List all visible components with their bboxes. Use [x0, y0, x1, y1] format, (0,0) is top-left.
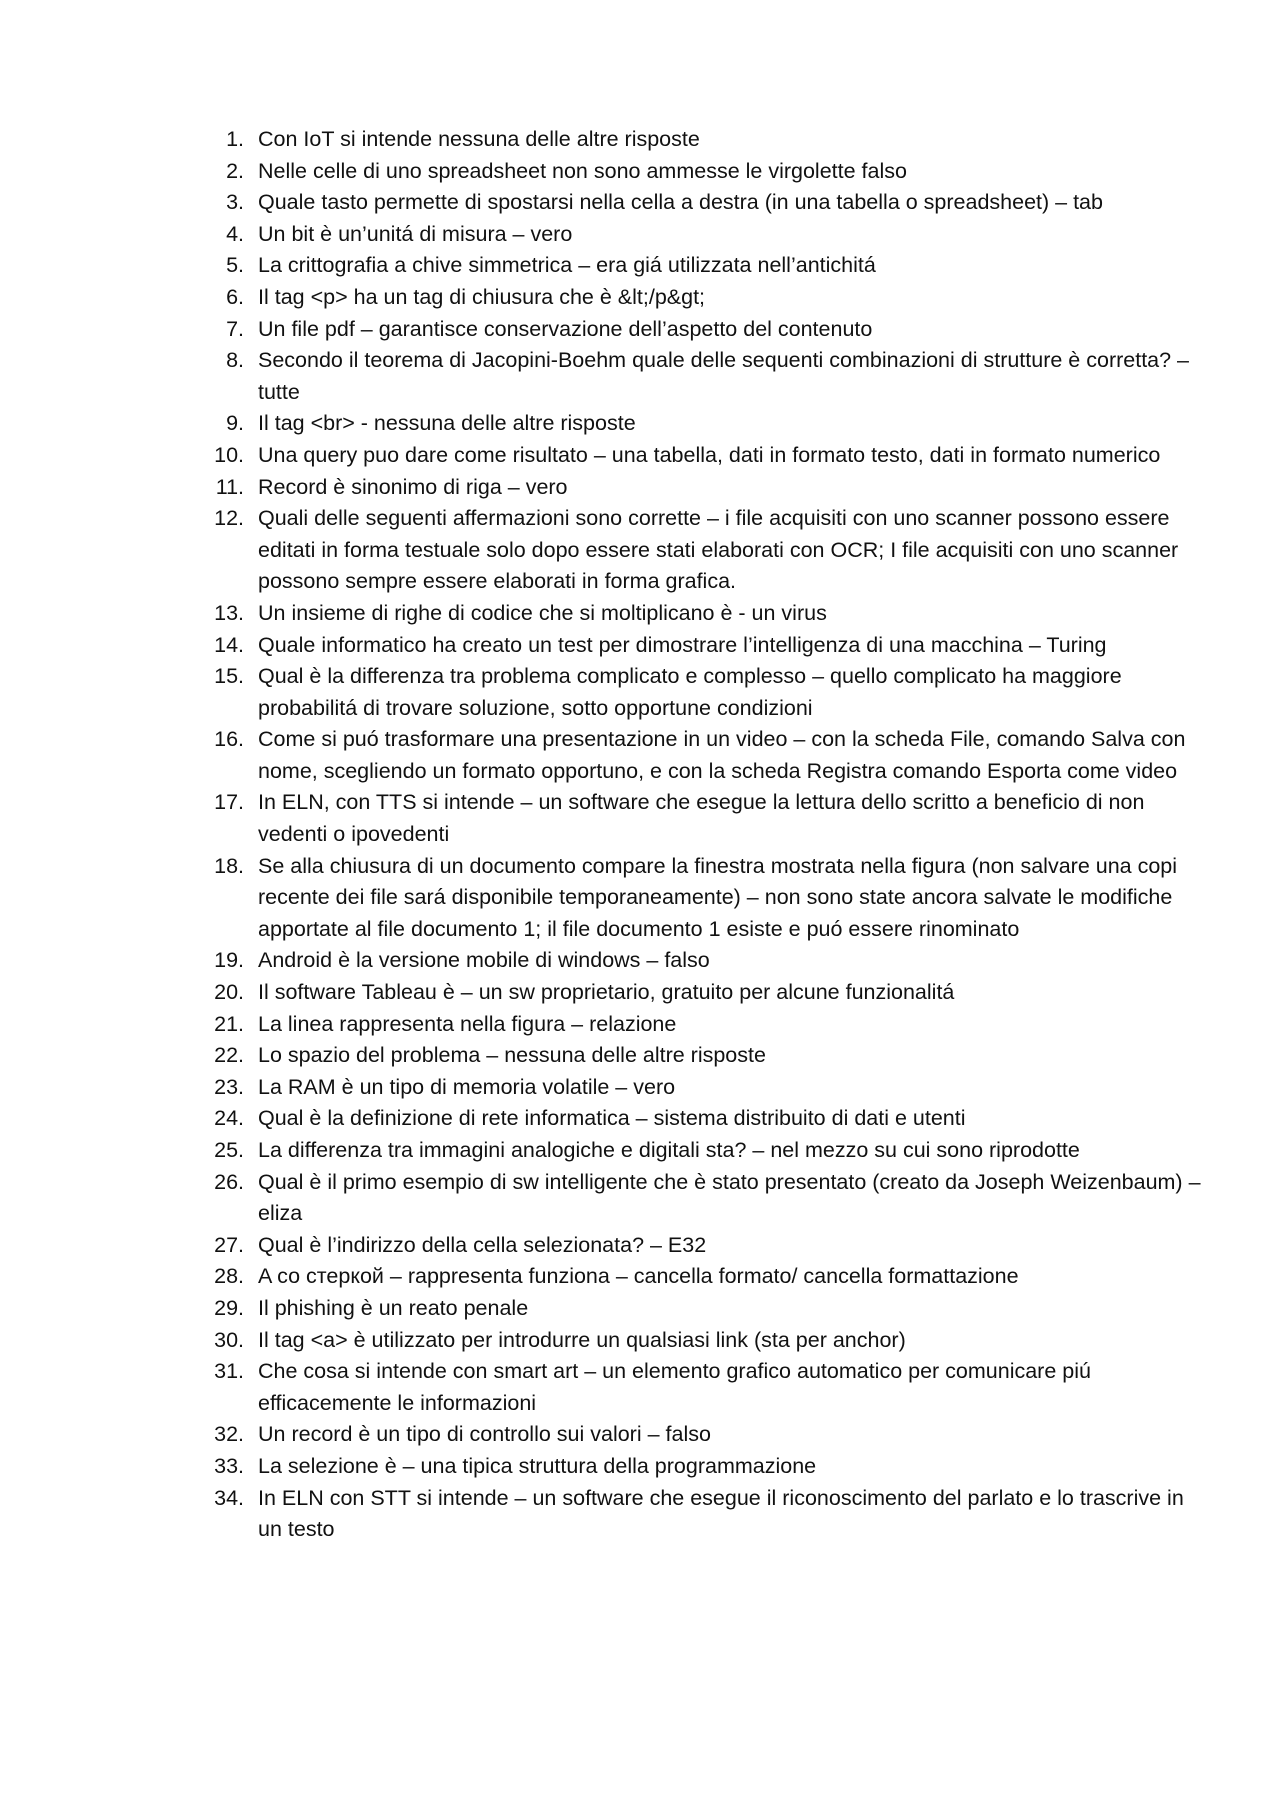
list-item [210, 661, 1210, 724]
list-item [210, 1009, 1210, 1041]
list-item-number: 20. [214, 980, 244, 1005]
list-item-text: Il tag <p> ha un tag di chiusura che è &lt;/p&gt; [258, 284, 706, 309]
list-item-number: 8. [226, 348, 244, 373]
list-item-number: 21. [214, 1011, 244, 1036]
list-item-number: 22. [214, 1043, 244, 1068]
list-item-text: Nelle celle di uno spreadsheet non sono ammesse le virgolette falso [258, 158, 907, 183]
list-item-text: Qual è il primo esempio di sw intelligente che è stato presentato (creato da Joseph Weizenbaum) – eliza [258, 1169, 1201, 1226]
list-item-number: 30. [214, 1327, 244, 1352]
list-item-text: Il tag <br> - nessuna delle altre risposte [258, 411, 636, 436]
list-item-number: 26. [214, 1169, 244, 1194]
list-item [210, 1103, 1210, 1135]
list-item [210, 598, 1210, 630]
list-item-text: In ELN con STT si intende – un software che esegue il riconoscimento del parlato e lo trascrive in un testo [258, 1485, 1184, 1542]
list-item-number: 27. [214, 1232, 244, 1257]
list-item-text: Un insieme di righe di codice che si moltiplicano è - un virus [258, 600, 827, 625]
list-item-number: 33. [214, 1453, 244, 1478]
list-item-text: La selezione è – una tipica struttura della programmazione [258, 1453, 817, 1478]
list-item-number: 29. [214, 1295, 244, 1320]
list-item-text: Che cosa si intende con smart art – un elemento grafico automatico per comunicare piú efficacemente le informazioni [258, 1359, 1091, 1415]
list-item-text: Android è la versione mobile di windows – falso [258, 948, 710, 973]
list-item [210, 408, 1210, 440]
list-item [210, 851, 1210, 946]
list-item-text: La differenza tra immagini analogiche e digitali sta? – nel mezzo su cui sono riprodotte [258, 1138, 1080, 1162]
list-item [210, 282, 1210, 314]
list-item [210, 1167, 1210, 1230]
list-item-number: 12. [214, 506, 244, 531]
list-item-text: Il phishing è un reato penale [258, 1295, 529, 1320]
list-item-text: Secondo il teorema di Jacopini-Boehm quale delle sequenti combinazioni di strutture è corretta? – tutte [258, 348, 1190, 404]
qa-list [210, 124, 1210, 1546]
list-item-text: Record è sinonimo di riga – vero [258, 474, 568, 499]
list-item [210, 250, 1210, 282]
list-item [210, 1419, 1210, 1451]
list-item-text: Qual è la definizione di rete informatica – sistema distribuito di dati e utenti [258, 1106, 966, 1131]
list-item-text: Un record è un tipo di controllo sui valori – falso [258, 1422, 711, 1447]
list-item-text: Un bit è un’unitá di misura – vero [258, 221, 573, 246]
list-item [210, 472, 1210, 504]
list-item [210, 1072, 1210, 1104]
list-item [210, 503, 1210, 598]
list-item-number: 25. [214, 1138, 244, 1162]
list-item [210, 1483, 1210, 1546]
list-item [210, 977, 1210, 1009]
list-item [210, 787, 1210, 850]
list-item [210, 440, 1210, 472]
list-item-text: Con IoT si intende nessuna delle altre risposte [258, 127, 700, 151]
list-item [210, 1356, 1210, 1419]
list-item-number: 23. [214, 1074, 244, 1099]
list-item-number: 18. [214, 853, 244, 878]
list-item [210, 945, 1210, 977]
list-item [210, 156, 1210, 188]
list-item [210, 1261, 1210, 1293]
list-item-text: Quali delle seguenti affermazioni sono corrette – i file acquisiti con uno scanner possono essere editati in forma testuale solo dopo essere stati elaborati con OCR; I file acquisiti con uno scanner possono sempre essere elaborati in forma grafica. [258, 506, 1179, 594]
list-item-number: 15. [214, 664, 244, 689]
list-item [210, 187, 1210, 219]
list-item-number: 14. [214, 632, 244, 657]
list-item-number: 10. [214, 442, 244, 467]
list-item-number: 31. [214, 1359, 244, 1384]
list-item [210, 1451, 1210, 1483]
list-item-number: 11. [215, 474, 244, 499]
list-item-number: 13. [214, 600, 244, 625]
list-item-text: Come si puó trasformare una presentazione in un video – con la scheda File, comando Salva con nome, scegliendo un formato opportuno, e con la scheda Registra comando Esporta come video [258, 727, 1186, 783]
list-item-number: 1. [226, 127, 244, 151]
list-item-number: 34. [214, 1485, 244, 1510]
list-item-text: La linea rappresenta nella figura – relazione [258, 1011, 677, 1036]
list-item-text: La RAM è un tipo di memoria volatile – vero [258, 1074, 676, 1099]
list-item [210, 124, 1210, 156]
list-item-number: 7. [226, 316, 244, 341]
list-item [210, 630, 1210, 662]
list-item-number: 16. [214, 727, 244, 752]
list-item [210, 1135, 1210, 1167]
list-item [210, 345, 1210, 408]
list-item-text: Qual è la differenza tra problema complicato e complesso – quello complicato ha maggiore probabilitá di trovare soluzione, sotto opportune condizioni [258, 664, 1122, 720]
list-item-number: 5. [226, 253, 244, 278]
list-item-text: Quale informatico ha creato un test per dimostrare l’intelligenza di una macchina – Turing [258, 632, 1107, 657]
list-item [210, 1293, 1210, 1325]
list-item-number: 32. [214, 1422, 244, 1447]
list-item-text: A со стеркой – rappresenta funziona – cancella formato/ cancella formattazione [258, 1264, 1019, 1289]
list-item-number: 17. [214, 790, 244, 815]
list-item-number: 4. [226, 221, 244, 246]
list-item-text: Qual è l’indirizzo della cella selezionata? – E32 [258, 1232, 707, 1257]
list-item-text: Una query puo dare come risultato – una tabella, dati in formato testo, dati in formato numerico [258, 442, 1161, 467]
list-item-number: 6. [226, 284, 244, 309]
list-item [210, 1040, 1210, 1072]
list-item-number: 9. [226, 411, 244, 436]
list-item-text: Il software Tableau è – un sw proprietario, gratuito per alcune funzionalitá [258, 980, 955, 1005]
list-item-text: La crittografia a chive simmetrica – era giá utilizzata nell’antichitá [258, 253, 876, 278]
list-item [210, 1325, 1210, 1357]
list-item-text: Un file pdf – garantisce conservazione dell’aspetto del contenuto [258, 316, 873, 341]
list-item-number: 19. [214, 948, 244, 973]
list-item-text: Lo spazio del problema – nessuna delle altre risposte [258, 1043, 766, 1068]
list-item-text: In ELN, con TTS si intende – un software che esegue la lettura dello scritto a beneficio di non vedenti o ipovedenti [258, 790, 1145, 847]
list-item-number: 3. [226, 190, 244, 215]
list-item-text: Se alla chiusura di un documento compare la finestra mostrata nella figura (non salvare una copi recente dei file sará disponibile temporaneamente) – non sono state ancora salvate le modifiche apportate al file documento 1; il file documento 1 esiste e puó essere rinominato [258, 853, 1178, 941]
list-item-text: Quale tasto permette di spostarsi nella cella a destra (in una tabella o spreadsheet) – tab [258, 190, 1103, 215]
list-item [210, 219, 1210, 251]
list-item-number: 24. [214, 1106, 244, 1131]
list-item-text: Il tag <a> è utilizzato per introdurre un qualsiasi link (sta per anchor) [258, 1327, 906, 1352]
list-item [210, 1230, 1210, 1262]
list-item [210, 724, 1210, 787]
list-item-number: 2. [226, 158, 244, 183]
list-item-number: 28. [214, 1264, 244, 1289]
list-item [210, 314, 1210, 346]
